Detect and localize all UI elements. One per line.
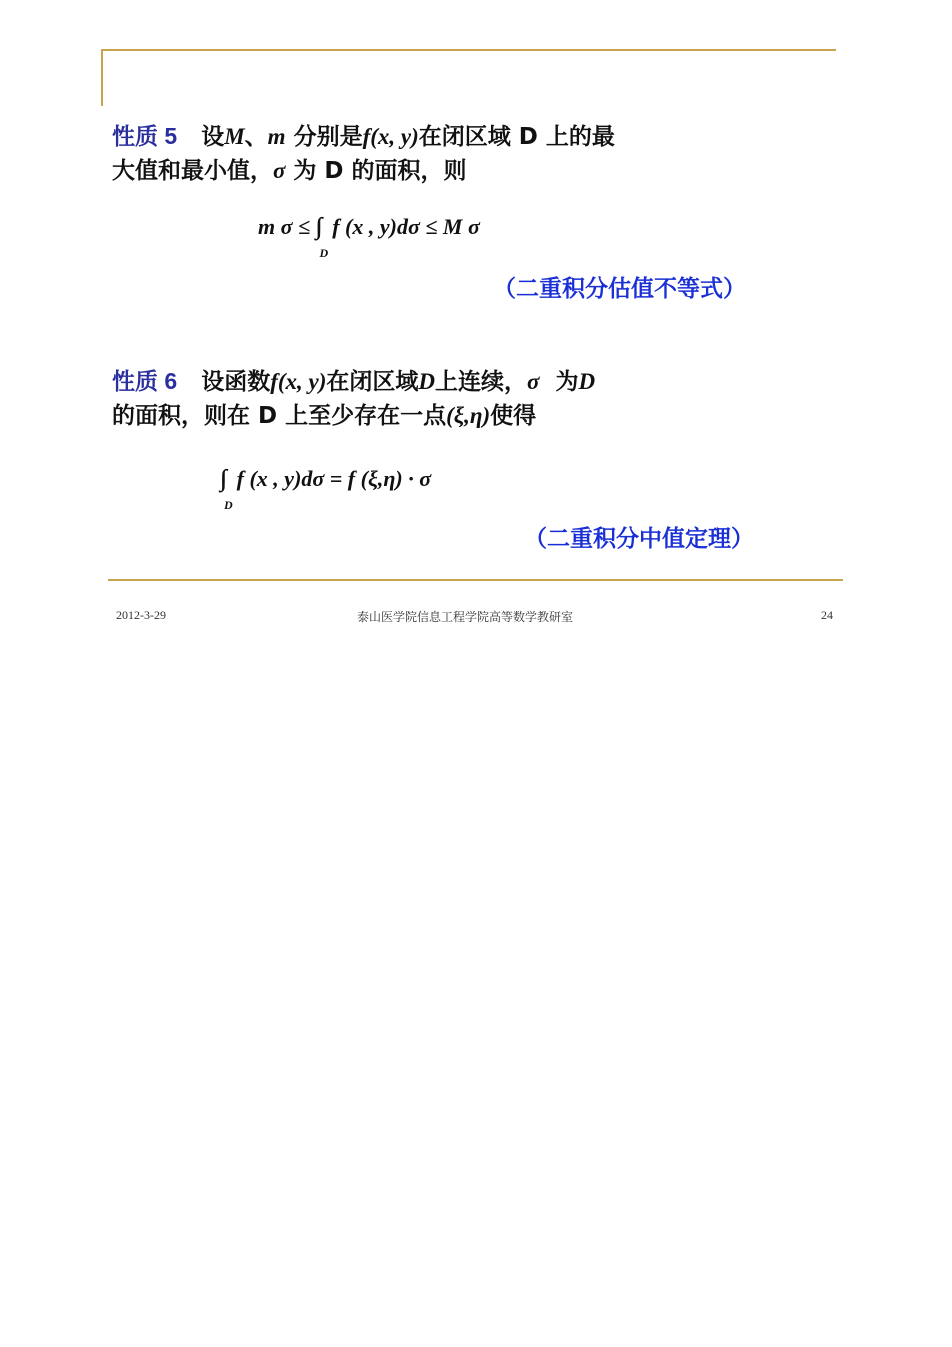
footer-page-number: 24 xyxy=(821,608,833,622)
property5-label: 性质 5 xyxy=(112,123,178,149)
property5-text-f: 为 D 的面积，则 xyxy=(293,158,467,184)
property5-text-d: 在闭区域 D 上的最 xyxy=(418,124,615,150)
property6-text-d: 为 xyxy=(555,369,579,395)
property5-text-a: 设 xyxy=(201,124,225,150)
double-integral-symbol: ∫∫ D xyxy=(316,213,317,241)
double-integral-symbol: ∫∫ D xyxy=(220,465,221,493)
property5-sigma: σ xyxy=(273,158,286,183)
property5-text-c: 分别是 xyxy=(293,124,363,150)
property6-text-b: 在闭区域 xyxy=(326,369,419,395)
property6-point: (ξ,η) xyxy=(446,403,491,428)
property6-domain-2: D xyxy=(578,369,596,394)
property6-formula xyxy=(220,465,432,512)
frame-top-rule xyxy=(102,49,836,51)
integral-domain-label: D xyxy=(224,498,233,512)
property5-max-symbol: M xyxy=(224,124,245,149)
property6-text-f: 使得 xyxy=(490,403,537,429)
property5-formula-left: m σ ≤ xyxy=(258,214,311,239)
property5-line2 xyxy=(112,156,467,186)
property6-sigma: σ xyxy=(527,369,540,394)
property5-formula xyxy=(258,213,480,260)
property6-function: f(x, y) xyxy=(270,369,327,394)
property5-remark: （二重积分估值不等式） xyxy=(493,276,746,302)
property5-function: f(x, y) xyxy=(362,124,419,149)
property6-label: 性质 6 xyxy=(112,368,178,394)
property6-formula-right: f (x , y)dσ = f (ξ,η) · σ xyxy=(236,466,432,491)
footer-date: 2012-3-29 xyxy=(116,608,166,622)
footer-institution: 泰山医学院信息工程学院高等数学教研室 xyxy=(357,610,574,624)
property5-text-e: 大值和最小值， xyxy=(112,158,273,184)
property6-text-c: 上连续， xyxy=(435,369,528,395)
integral-domain-label: D xyxy=(319,246,329,260)
property6-line2 xyxy=(112,401,536,431)
property6-line1 xyxy=(112,366,595,397)
property5-min-symbol: m xyxy=(267,124,286,149)
property5-formula-right: f (x , y)dσ ≤ M σ xyxy=(332,214,480,239)
property5-text-b: 、 xyxy=(244,124,268,150)
property6-domain: D xyxy=(418,369,436,394)
property6-remark: （二重积分中值定理） xyxy=(524,526,754,552)
property6-text-e: 的面积，则在 D 上至少存在一点 xyxy=(112,403,447,429)
property6-text-a: 设函数 xyxy=(201,369,271,395)
footer-rule xyxy=(108,579,843,581)
frame-left-rule xyxy=(101,49,103,106)
property5-line1 xyxy=(112,121,615,152)
